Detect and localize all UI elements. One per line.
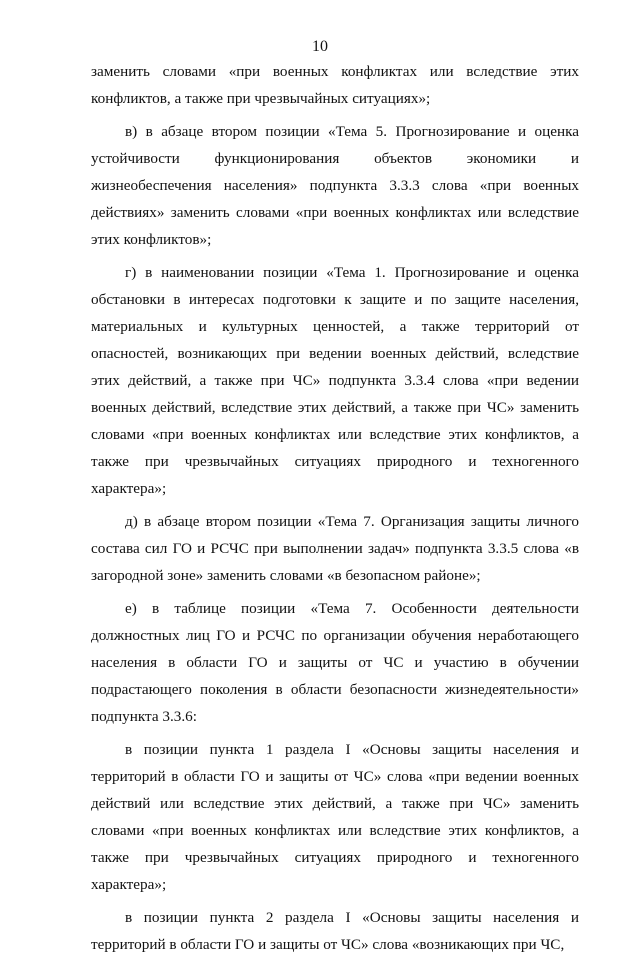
paragraph-item-g: г) в наименовании позиции «Тема 1. Прогнозирование и оценка обстановки в интересах подготовки к защите и по защите населения, материальных и культурных ценностей, а также территорий от опасностей, возникающих при ведении военных действий, вследствие этих действий, а также при ЧС» подпункта 3.3.4 слова «при ведении военных действий, вследствие этих действий, а также при ЧС» заменить словами «при военных конфликтах или вследствие этих конфликтов, а также при чрезвычайных ситуациях природного и техногенного характера»; <box>91 264 579 497</box>
paragraph-item-e: е) в таблице позиции «Тема 7. Особенности деятельности должностных лиц ГО и РСЧС по организации обучения неработающего населения в области ГО и защиты от ЧС и участию в обучении подрастающего поколения в области безопасности жизнедеятельности» подпункта 3.3.6: <box>91 600 579 725</box>
page-number: 10 <box>312 38 328 55</box>
paragraph-continuation: заменить словами «при военных конфликтах или вследствие этих конфликтов, а также при чрезвычайных ситуациях»; <box>91 63 579 107</box>
body-text <box>91 58 579 958</box>
paragraph-section-1-point-1: в позиции пункта 1 раздела I «Основы защиты населения и территорий в области ГО и защиты от ЧС» слова «при ведении военных действий или вследствие этих действий, а также при ЧС» заменить словами «при военных конфликтах или вследствие этих конфликтов, а также при чрезвычайных ситуациях природного и техногенного характера»; <box>91 741 579 893</box>
paragraph-section-1-point-2: в позиции пункта 2 раздела I «Основы защиты населения и территорий в области ГО и защиты от ЧС» слова «возникающих при ЧС, <box>91 909 579 953</box>
paragraph-item-d: д) в абзаце втором позиции «Тема 7. Организация защиты личного состава сил ГО и РСЧС при выполнении задач» подпункта 3.3.5 слова «в загородной зоне» заменить словами «в безопасном районе»; <box>91 513 579 584</box>
paragraph-item-v: в) в абзаце втором позиции «Тема 5. Прогнозирование и оценка устойчивости функционирования объектов экономики и жизнеобеспечения населения» подпункта 3.3.3 слова «при военных действиях» заменить словами «при военных конфликтах или вследствие этих конфликтов»; <box>91 123 579 248</box>
